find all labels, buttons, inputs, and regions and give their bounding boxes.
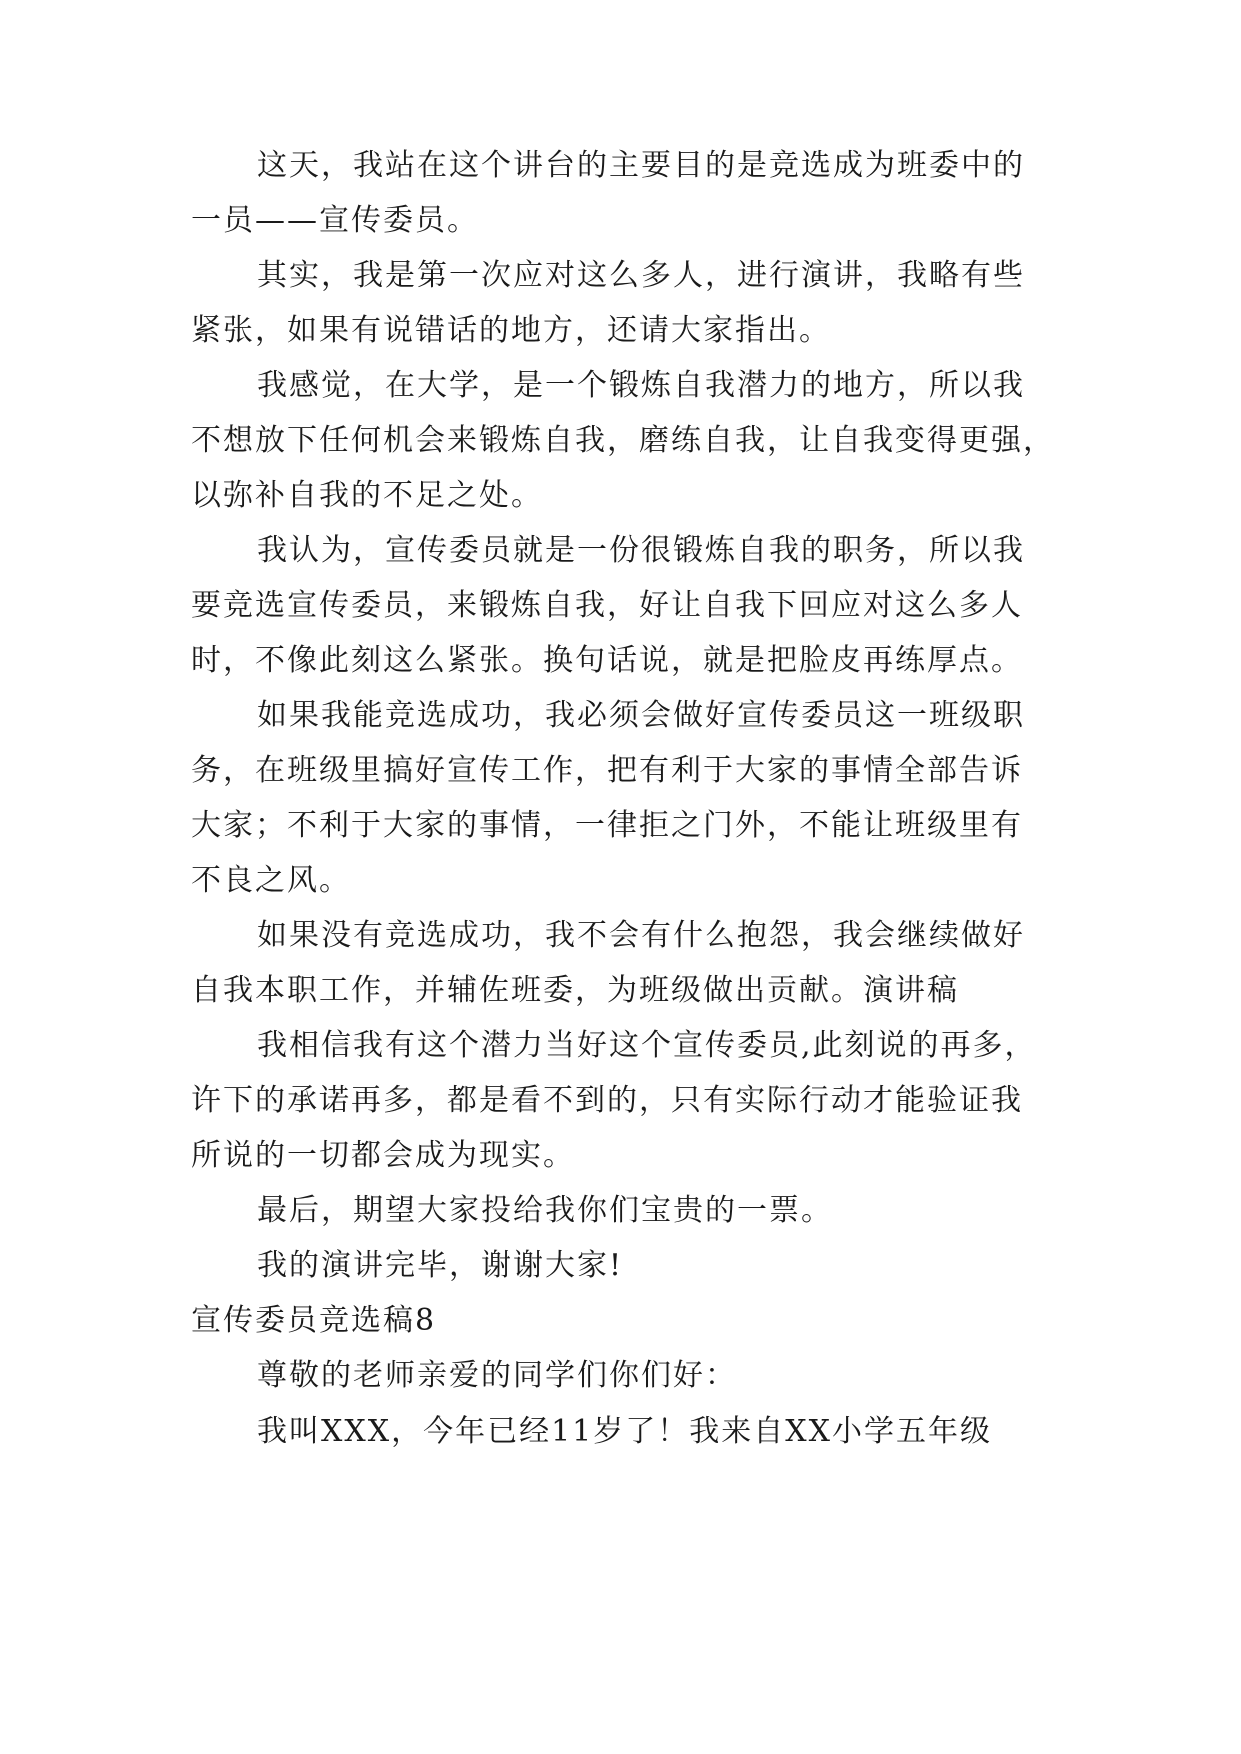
text-line: 其实，我是第一次应对这么多人，进行演讲，我略有些 <box>257 258 1025 293</box>
text-line: 大家；不利于大家的事情，一律拒之门外，不能让班级里有 <box>191 808 1023 843</box>
text-line: 我的演讲完毕，谢谢大家! <box>257 1248 624 1283</box>
text-line: 许下的承诺再多，都是看不到的，只有实际行动才能验证我 <box>191 1083 1023 1118</box>
text-line: 不想放下任何机会来锻炼自我，磨练自我，让自我变得更强， <box>191 423 1055 458</box>
text-line: 务，在班级里搞好宣传工作，把有利于大家的事情全部告诉 <box>191 753 1023 788</box>
section-heading: 宣传委员竞选稿8 <box>191 1303 437 1338</box>
text-line: 时，不像此刻这么紧张。换句话说，就是把脸皮再练厚点。 <box>191 643 1023 678</box>
text-line: 不良之风。 <box>191 863 351 898</box>
text-line: 紧张，如果有说错话的地方，还请大家指出。 <box>191 313 831 348</box>
text-line: 我相信我有这个潜力当好这个宣传委员,此刻说的再多， <box>257 1028 1037 1063</box>
text-line: 我叫XXX，今年已经11岁了！我来自XX小学五年级 <box>257 1414 992 1449</box>
text-line: 我认为，宣传委员就是一份很锻炼自我的职务，所以我 <box>257 533 1025 568</box>
text-line: 所说的一切都会成为现实。 <box>191 1138 575 1173</box>
text-line: 我感觉，在大学，是一个锻炼自我潜力的地方，所以我 <box>257 368 1025 403</box>
text-line: 自我本职工作，并辅佐班委，为班级做出贡献。演讲稿 <box>191 973 959 1008</box>
text-line: 尊敬的老师亲爱的同学们你们好： <box>257 1358 737 1393</box>
text-line: 这天，我站在这个讲台的主要目的是竞选成为班委中的 <box>257 148 1025 183</box>
text-line: 一员——宣传委员。 <box>191 203 479 238</box>
text-line: 最后，期望大家投给我你们宝贵的一票。 <box>257 1193 833 1228</box>
text-line: 如果没有竞选成功，我不会有什么抱怨，我会继续做好 <box>257 918 1025 953</box>
text-line: 要竞选宣传委员，来锻炼自我，好让自我下回应对这么多人 <box>191 588 1023 623</box>
text-line: 以弥补自我的不足之处。 <box>191 478 543 513</box>
text-line: 如果我能竞选成功，我必须会做好宣传委员这一班级职 <box>257 698 1025 733</box>
